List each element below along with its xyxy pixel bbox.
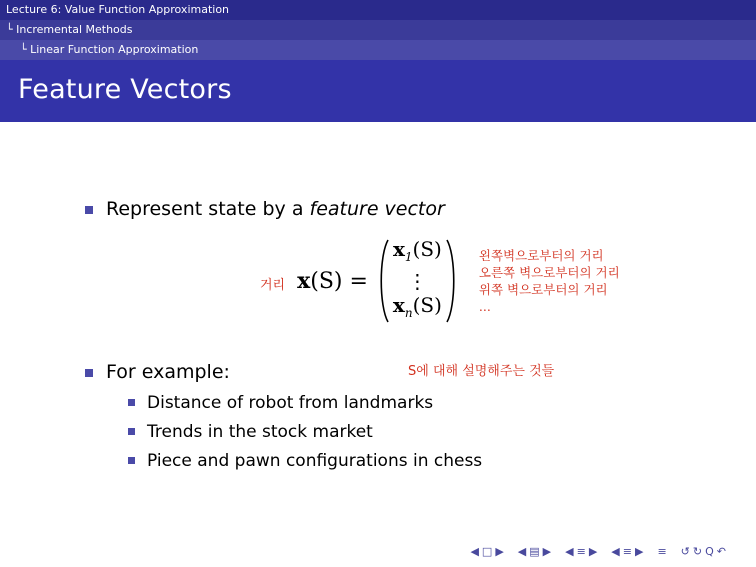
footer-nav-document[interactable] xyxy=(657,545,666,558)
prev-icon[interactable]: ◀ xyxy=(611,544,620,558)
title-band xyxy=(0,60,756,122)
slide-footer-nav xyxy=(0,541,756,561)
prev-icon[interactable]: ◀ xyxy=(517,544,527,558)
annotation-line-2: 오른쪽 벽으로부터의 거리 xyxy=(478,265,620,280)
page-title: Feature Vectors xyxy=(18,74,232,105)
feature-vector-formula xyxy=(260,234,620,328)
bullet-square-icon-sub xyxy=(128,428,135,435)
list-item xyxy=(128,450,482,472)
bullet-square-icon-sub xyxy=(128,399,135,406)
annotation-distance: 거리 xyxy=(260,277,286,293)
tree-branch-icon: └ xyxy=(6,23,13,36)
footer-nav-section[interactable] xyxy=(611,545,643,558)
annotation-explains-state: S에 대해 설명해주는 것들 xyxy=(408,364,555,379)
vector-entry-last: $x_n(S)$ xyxy=(392,293,442,320)
next-icon[interactable]: ▶ xyxy=(495,544,504,558)
bullet-square-icon xyxy=(85,206,93,214)
bullet-square-icon-sub xyxy=(128,457,135,464)
next-icon[interactable]: ▶ xyxy=(634,544,644,558)
slide-content xyxy=(0,122,756,522)
frame-icon[interactable]: □ xyxy=(481,544,493,558)
next-icon[interactable]: ▶ xyxy=(588,544,598,558)
annotation-line-3: 위쪽 벽으로부터의 거리 xyxy=(478,282,608,297)
footer-page-controls[interactable] xyxy=(681,545,726,558)
vector-entry-first: $x_1(S)$ xyxy=(392,237,442,264)
list-item xyxy=(128,421,482,443)
search-icon[interactable]: Q xyxy=(705,544,714,558)
nav-row-lecture[interactable] xyxy=(0,0,756,20)
list-item-label: Trends in the stock market xyxy=(147,422,373,442)
footer-nav-slide[interactable] xyxy=(518,545,551,558)
column-vector xyxy=(374,234,461,328)
prev-icon[interactable]: ◀ xyxy=(470,544,479,558)
list-item xyxy=(128,392,482,414)
bullet-represent-prefix: Represent state by a xyxy=(106,198,310,220)
annotation-line-4: ... xyxy=(478,299,491,314)
nav-label-lecture: Lecture 6: Value Function Approximation xyxy=(6,3,230,16)
bullet-represent-emphasis: feature vector xyxy=(309,198,445,220)
forward-icon[interactable]: ↻ xyxy=(692,544,703,558)
next-icon[interactable]: ▶ xyxy=(542,544,552,558)
list-item-label: Piece and pawn configurations in chess xyxy=(147,451,483,471)
section-icon[interactable]: ≡ xyxy=(622,544,632,558)
bullet-for-example xyxy=(85,360,230,384)
vector-vdots: ⋮ xyxy=(407,269,428,293)
annotation-line-1: 왼쪽벽으로부터의 거리 xyxy=(478,248,604,263)
formula-lhs-rest: (S) = xyxy=(310,269,368,294)
document-icon[interactable]: ≡ xyxy=(657,544,667,558)
formula-lhs xyxy=(297,268,368,294)
tree-branch-icon-2: └ xyxy=(20,43,27,56)
nav-row-subsection[interactable] xyxy=(0,40,756,60)
right-paren-icon xyxy=(445,234,461,328)
bullet-represent-state xyxy=(85,197,445,221)
annotation-wall-distances xyxy=(479,247,620,315)
nav-row-section[interactable] xyxy=(0,20,756,40)
example-list xyxy=(128,392,482,479)
back-icon[interactable]: ↺ xyxy=(680,544,690,558)
bullet-represent-text xyxy=(106,197,445,221)
vector-entries xyxy=(390,234,445,328)
bullet-for-example-text: For example: xyxy=(106,361,230,383)
nav-label-section: Incremental Methods xyxy=(16,23,133,36)
bullet-square-icon-2 xyxy=(85,369,93,377)
slide-icon[interactable]: ▤ xyxy=(529,544,540,558)
formula-lhs-bold: x xyxy=(297,268,311,294)
left-paren-icon xyxy=(374,234,390,328)
subsection-icon[interactable]: ≡ xyxy=(576,544,586,558)
nav-label-subsection: Linear Function Approximation xyxy=(30,43,199,56)
footer-nav-frame[interactable] xyxy=(470,545,503,558)
list-item-label: Distance of robot from landmarks xyxy=(147,393,434,413)
prev-icon[interactable]: ◀ xyxy=(565,544,574,558)
footer-nav-subsection[interactable] xyxy=(565,545,597,558)
undo-icon[interactable]: ↶ xyxy=(716,544,726,558)
